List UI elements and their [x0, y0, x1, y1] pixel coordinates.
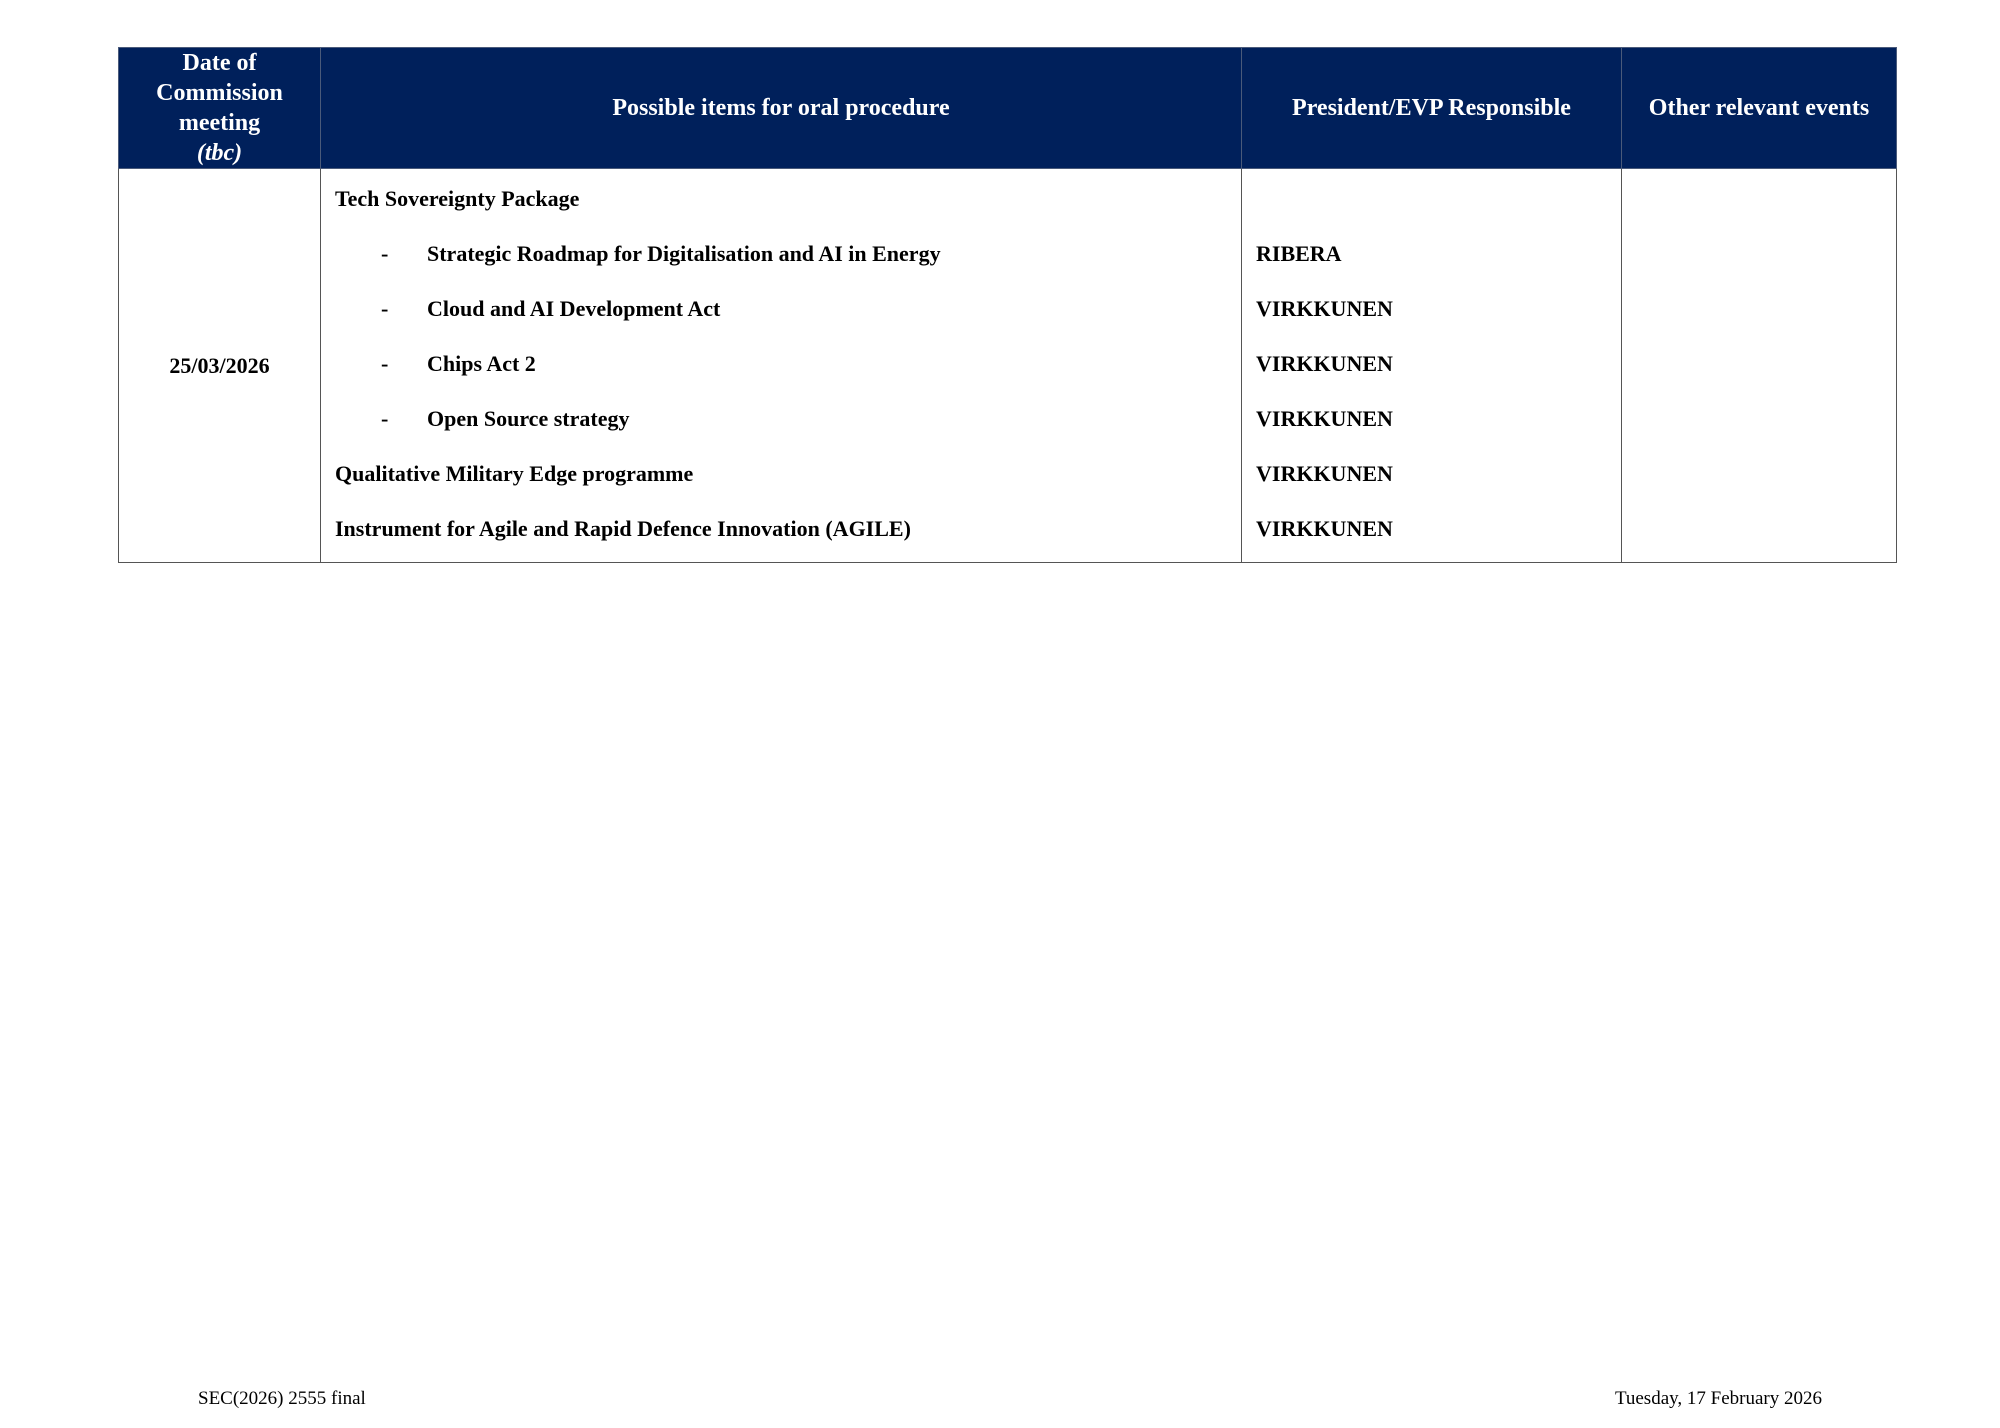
table-row [119, 169, 1897, 563]
item-qualitative-military-edge: Qualitative Military Edge programme [335, 461, 694, 486]
responsible-cell [1242, 169, 1622, 563]
header-date-line-3: meeting [178, 110, 261, 136]
meeting-date-cell [119, 169, 321, 563]
item-chips-act-2 [321, 336, 1241, 391]
commission-agenda-table [118, 47, 1897, 563]
responsible-strategic-roadmap: RIBERA [1256, 241, 1342, 266]
item-open-source-strategy [321, 391, 1241, 446]
list-dash: - [381, 296, 389, 321]
responsible-cloud-ai-act: VIRKKUNEN [1256, 296, 1393, 321]
responsible-open-source: VIRKKUNEN [1256, 406, 1393, 431]
header-date-note: (tbc) [196, 140, 243, 166]
item-label: Chips Act 2 [427, 351, 536, 376]
item-label: Cloud and AI Development Act [427, 296, 721, 321]
list-dash: - [381, 351, 389, 376]
header-date-line-2: Commission [156, 80, 283, 106]
header-events: Other relevant events [1622, 48, 1897, 169]
responsible-agile: VIRKKUNEN [1256, 516, 1393, 541]
item-tech-sovereignty-package: Tech Sovereignty Package [335, 186, 580, 211]
items-cell [321, 169, 1242, 563]
item-label: Open Source strategy [427, 406, 630, 431]
footer-date: Tuesday, 17 February 2026 [1614, 1388, 1822, 1409]
list-dash: - [381, 406, 389, 431]
responsible-chips-act-2: VIRKKUNEN [1256, 351, 1393, 376]
header-date [119, 48, 321, 169]
item-strategic-roadmap [321, 226, 1241, 281]
header-items: Possible items for oral procedure [321, 48, 1242, 169]
other-events-cell [1622, 169, 1897, 563]
table-header-row [119, 48, 1897, 169]
list-dash: - [381, 241, 389, 266]
item-label: Strategic Roadmap for Digitalisation and AI in Energy [427, 241, 941, 266]
responsible-tech-sovereignty [1242, 171, 1621, 226]
meeting-date: 25/03/2026 [169, 352, 270, 378]
item-cloud-ai-act [321, 281, 1241, 336]
responsible-military-edge: VIRKKUNEN [1256, 461, 1393, 486]
header-date-line-1: Date of [182, 50, 257, 76]
header-responsible: President/EVP Responsible [1242, 48, 1622, 169]
item-agile-instrument: Instrument for Agile and Rapid Defence Innovation (AGILE) [335, 516, 911, 541]
footer-reference: SEC(2026) 2555 final [198, 1388, 366, 1409]
